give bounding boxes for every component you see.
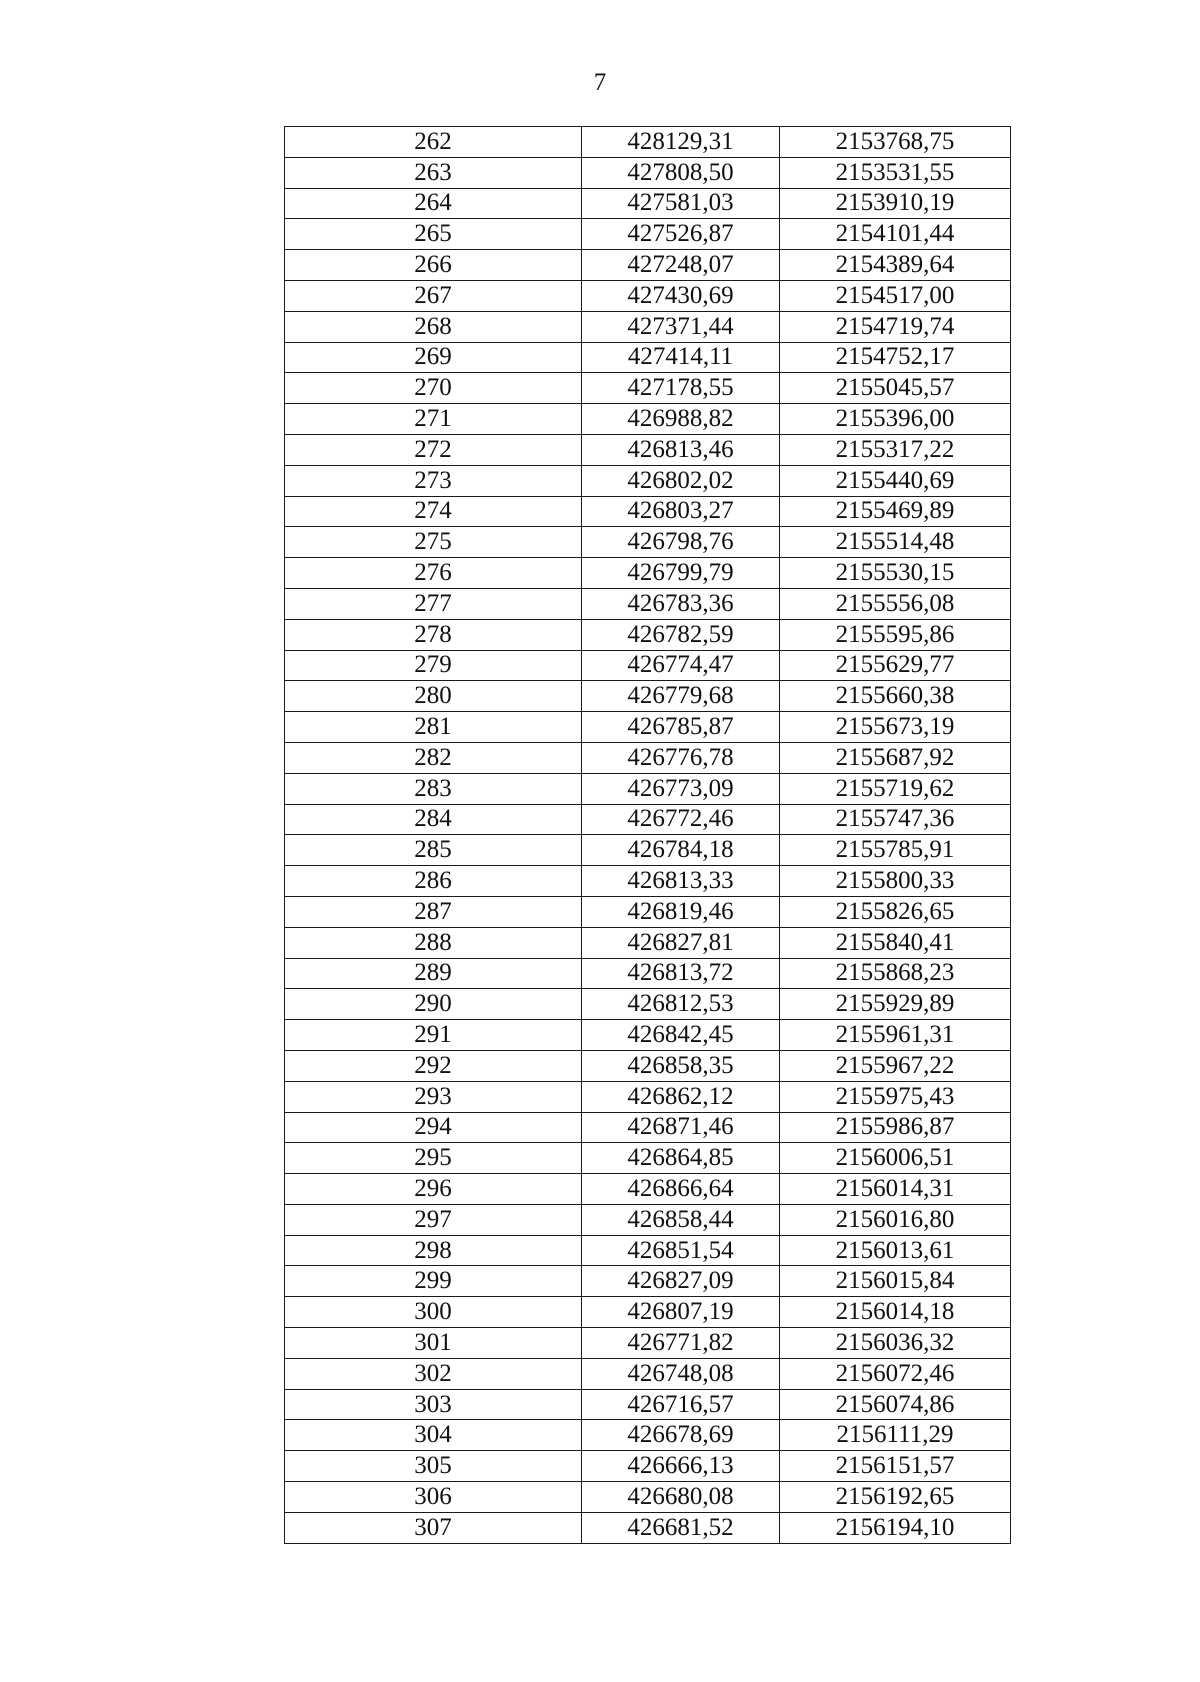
point-number-cell: 267 (285, 280, 582, 311)
point-number-cell: 266 (285, 250, 582, 281)
point-number-cell: 303 (285, 1389, 582, 1420)
x-coordinate-cell: 426771,82 (582, 1328, 780, 1359)
y-coordinate-cell: 2154752,17 (780, 342, 1011, 373)
point-number-cell: 263 (285, 157, 582, 188)
table-row (285, 804, 1011, 835)
x-coordinate-cell: 426785,87 (582, 712, 780, 743)
y-coordinate-cell: 2155929,89 (780, 989, 1011, 1020)
y-coordinate-cell: 2156074,86 (780, 1389, 1011, 1420)
table-row (285, 558, 1011, 589)
point-number-cell: 304 (285, 1420, 582, 1451)
point-number-cell: 269 (285, 342, 582, 373)
y-coordinate-cell: 2154719,74 (780, 311, 1011, 342)
point-number-cell: 292 (285, 1050, 582, 1081)
y-coordinate-cell: 2156151,57 (780, 1451, 1011, 1482)
x-coordinate-cell: 427526,87 (582, 219, 780, 250)
table-row (285, 127, 1011, 158)
x-coordinate-cell: 426807,19 (582, 1297, 780, 1328)
point-number-cell: 301 (285, 1328, 582, 1359)
y-coordinate-cell: 2155961,31 (780, 1020, 1011, 1051)
x-coordinate-cell: 426666,13 (582, 1451, 780, 1482)
table-row (285, 1081, 1011, 1112)
table-row (285, 866, 1011, 897)
table-row (285, 650, 1011, 681)
x-coordinate-cell: 426813,72 (582, 958, 780, 989)
point-number-cell: 285 (285, 835, 582, 866)
y-coordinate-cell: 2155826,65 (780, 896, 1011, 927)
x-coordinate-cell: 426813,33 (582, 866, 780, 897)
y-coordinate-cell: 2155840,41 (780, 927, 1011, 958)
point-number-cell: 296 (285, 1174, 582, 1205)
x-coordinate-cell: 426779,68 (582, 681, 780, 712)
table-row (285, 773, 1011, 804)
point-number-cell: 297 (285, 1204, 582, 1235)
table-row (285, 1420, 1011, 1451)
table-row (285, 989, 1011, 1020)
point-number-cell: 274 (285, 496, 582, 527)
y-coordinate-cell: 2156036,32 (780, 1328, 1011, 1359)
table-row (285, 1297, 1011, 1328)
point-number-cell: 272 (285, 434, 582, 465)
x-coordinate-cell: 428129,31 (582, 127, 780, 158)
point-number-cell: 302 (285, 1358, 582, 1389)
x-coordinate-cell: 426988,82 (582, 404, 780, 435)
table-row (285, 373, 1011, 404)
x-coordinate-cell: 426782,59 (582, 619, 780, 650)
y-coordinate-cell: 2155747,36 (780, 804, 1011, 835)
y-coordinate-cell: 2156072,46 (780, 1358, 1011, 1389)
x-coordinate-cell: 426842,45 (582, 1020, 780, 1051)
x-coordinate-cell: 426862,12 (582, 1081, 780, 1112)
point-number-cell: 307 (285, 1512, 582, 1543)
x-coordinate-cell: 427414,11 (582, 342, 780, 373)
x-coordinate-cell: 426812,53 (582, 989, 780, 1020)
point-number-cell: 270 (285, 373, 582, 404)
table-row (285, 896, 1011, 927)
point-number-cell: 306 (285, 1482, 582, 1513)
table-row (285, 835, 1011, 866)
x-coordinate-cell: 426783,36 (582, 588, 780, 619)
point-number-cell: 280 (285, 681, 582, 712)
table-row (285, 1266, 1011, 1297)
y-coordinate-cell: 2156006,51 (780, 1143, 1011, 1174)
point-number-cell: 298 (285, 1235, 582, 1266)
table-row (285, 1112, 1011, 1143)
y-coordinate-cell: 2153531,55 (780, 157, 1011, 188)
point-number-cell: 271 (285, 404, 582, 435)
y-coordinate-cell: 2155673,19 (780, 712, 1011, 743)
point-number-cell: 275 (285, 527, 582, 558)
table-row (285, 188, 1011, 219)
point-number-cell: 279 (285, 650, 582, 681)
table-row (285, 311, 1011, 342)
point-number-cell: 278 (285, 619, 582, 650)
x-coordinate-cell: 426802,02 (582, 465, 780, 496)
point-number-cell: 276 (285, 558, 582, 589)
y-coordinate-cell: 2155868,23 (780, 958, 1011, 989)
table-row (285, 465, 1011, 496)
x-coordinate-cell: 426776,78 (582, 742, 780, 773)
x-coordinate-cell: 426827,81 (582, 927, 780, 958)
table-row (285, 1328, 1011, 1359)
point-number-cell: 262 (285, 127, 582, 158)
x-coordinate-cell: 426803,27 (582, 496, 780, 527)
x-coordinate-cell: 427808,50 (582, 157, 780, 188)
point-number-cell: 273 (285, 465, 582, 496)
y-coordinate-cell: 2155660,38 (780, 681, 1011, 712)
x-coordinate-cell: 426784,18 (582, 835, 780, 866)
y-coordinate-cell: 2155629,77 (780, 650, 1011, 681)
y-coordinate-cell: 2156111,29 (780, 1420, 1011, 1451)
table-row (285, 1020, 1011, 1051)
x-coordinate-cell: 426864,85 (582, 1143, 780, 1174)
y-coordinate-cell: 2155440,69 (780, 465, 1011, 496)
y-coordinate-cell: 2155986,87 (780, 1112, 1011, 1143)
table-row (285, 219, 1011, 250)
table-row (285, 1358, 1011, 1389)
table-row (285, 496, 1011, 527)
point-number-cell: 289 (285, 958, 582, 989)
point-number-cell: 294 (285, 1112, 582, 1143)
y-coordinate-cell: 2154517,00 (780, 280, 1011, 311)
y-coordinate-cell: 2155530,15 (780, 558, 1011, 589)
table-row (285, 681, 1011, 712)
y-coordinate-cell: 2156015,84 (780, 1266, 1011, 1297)
y-coordinate-cell: 2155396,00 (780, 404, 1011, 435)
table-row (285, 1451, 1011, 1482)
x-coordinate-cell: 426681,52 (582, 1512, 780, 1543)
point-number-cell: 268 (285, 311, 582, 342)
y-coordinate-cell: 2155317,22 (780, 434, 1011, 465)
x-coordinate-cell: 426813,46 (582, 434, 780, 465)
table-row (285, 527, 1011, 558)
table-row (285, 927, 1011, 958)
point-number-cell: 290 (285, 989, 582, 1020)
y-coordinate-cell: 2155967,22 (780, 1050, 1011, 1081)
y-coordinate-cell: 2156194,10 (780, 1512, 1011, 1543)
table-row (285, 404, 1011, 435)
y-coordinate-cell: 2154389,64 (780, 250, 1011, 281)
coordinates-table-body (285, 127, 1011, 1544)
y-coordinate-cell: 2155595,86 (780, 619, 1011, 650)
x-coordinate-cell: 426819,46 (582, 896, 780, 927)
x-coordinate-cell: 426773,09 (582, 773, 780, 804)
y-coordinate-cell: 2155045,57 (780, 373, 1011, 404)
x-coordinate-cell: 426680,08 (582, 1482, 780, 1513)
y-coordinate-cell: 2155785,91 (780, 835, 1011, 866)
y-coordinate-cell: 2156013,61 (780, 1235, 1011, 1266)
table-row (285, 1143, 1011, 1174)
x-coordinate-cell: 427178,55 (582, 373, 780, 404)
table-row (285, 1204, 1011, 1235)
x-coordinate-cell: 426799,79 (582, 558, 780, 589)
x-coordinate-cell: 426858,35 (582, 1050, 780, 1081)
y-coordinate-cell: 2156016,80 (780, 1204, 1011, 1235)
y-coordinate-cell: 2155800,33 (780, 866, 1011, 897)
x-coordinate-cell: 426871,46 (582, 1112, 780, 1143)
coordinates-table (284, 126, 1011, 1544)
y-coordinate-cell: 2156014,31 (780, 1174, 1011, 1205)
page-number: 7 (593, 69, 607, 96)
x-coordinate-cell: 426678,69 (582, 1420, 780, 1451)
point-number-cell: 288 (285, 927, 582, 958)
x-coordinate-cell: 427430,69 (582, 280, 780, 311)
y-coordinate-cell: 2156014,18 (780, 1297, 1011, 1328)
table-row (285, 1050, 1011, 1081)
point-number-cell: 264 (285, 188, 582, 219)
point-number-cell: 265 (285, 219, 582, 250)
point-number-cell: 282 (285, 742, 582, 773)
table-row (285, 342, 1011, 373)
table-row (285, 157, 1011, 188)
x-coordinate-cell: 426798,76 (582, 527, 780, 558)
table-row (285, 1389, 1011, 1420)
y-coordinate-cell: 2155687,92 (780, 742, 1011, 773)
table-row (285, 1174, 1011, 1205)
table-row (285, 280, 1011, 311)
point-number-cell: 284 (285, 804, 582, 835)
table-row (285, 1512, 1011, 1543)
table-row (285, 250, 1011, 281)
point-number-cell: 305 (285, 1451, 582, 1482)
y-coordinate-cell: 2155556,08 (780, 588, 1011, 619)
table-row (285, 588, 1011, 619)
x-coordinate-cell: 426772,46 (582, 804, 780, 835)
point-number-cell: 281 (285, 712, 582, 743)
table-row (285, 712, 1011, 743)
table-row (285, 1482, 1011, 1513)
y-coordinate-cell: 2155514,48 (780, 527, 1011, 558)
x-coordinate-cell: 427371,44 (582, 311, 780, 342)
x-coordinate-cell: 427248,07 (582, 250, 780, 281)
point-number-cell: 293 (285, 1081, 582, 1112)
point-number-cell: 295 (285, 1143, 582, 1174)
x-coordinate-cell: 426716,57 (582, 1389, 780, 1420)
y-coordinate-cell: 2155975,43 (780, 1081, 1011, 1112)
point-number-cell: 277 (285, 588, 582, 619)
y-coordinate-cell: 2155469,89 (780, 496, 1011, 527)
table-row (285, 434, 1011, 465)
point-number-cell: 283 (285, 773, 582, 804)
point-number-cell: 300 (285, 1297, 582, 1328)
point-number-cell: 287 (285, 896, 582, 927)
y-coordinate-cell: 2153910,19 (780, 188, 1011, 219)
point-number-cell: 299 (285, 1266, 582, 1297)
table-row (285, 619, 1011, 650)
x-coordinate-cell: 426748,08 (582, 1358, 780, 1389)
x-coordinate-cell: 426827,09 (582, 1266, 780, 1297)
y-coordinate-cell: 2156192,65 (780, 1482, 1011, 1513)
point-number-cell: 286 (285, 866, 582, 897)
x-coordinate-cell: 427581,03 (582, 188, 780, 219)
table-row (285, 958, 1011, 989)
y-coordinate-cell: 2153768,75 (780, 127, 1011, 158)
y-coordinate-cell: 2154101,44 (780, 219, 1011, 250)
table-row (285, 742, 1011, 773)
y-coordinate-cell: 2155719,62 (780, 773, 1011, 804)
x-coordinate-cell: 426858,44 (582, 1204, 780, 1235)
x-coordinate-cell: 426866,64 (582, 1174, 780, 1205)
x-coordinate-cell: 426851,54 (582, 1235, 780, 1266)
table-row (285, 1235, 1011, 1266)
point-number-cell: 291 (285, 1020, 582, 1051)
x-coordinate-cell: 426774,47 (582, 650, 780, 681)
